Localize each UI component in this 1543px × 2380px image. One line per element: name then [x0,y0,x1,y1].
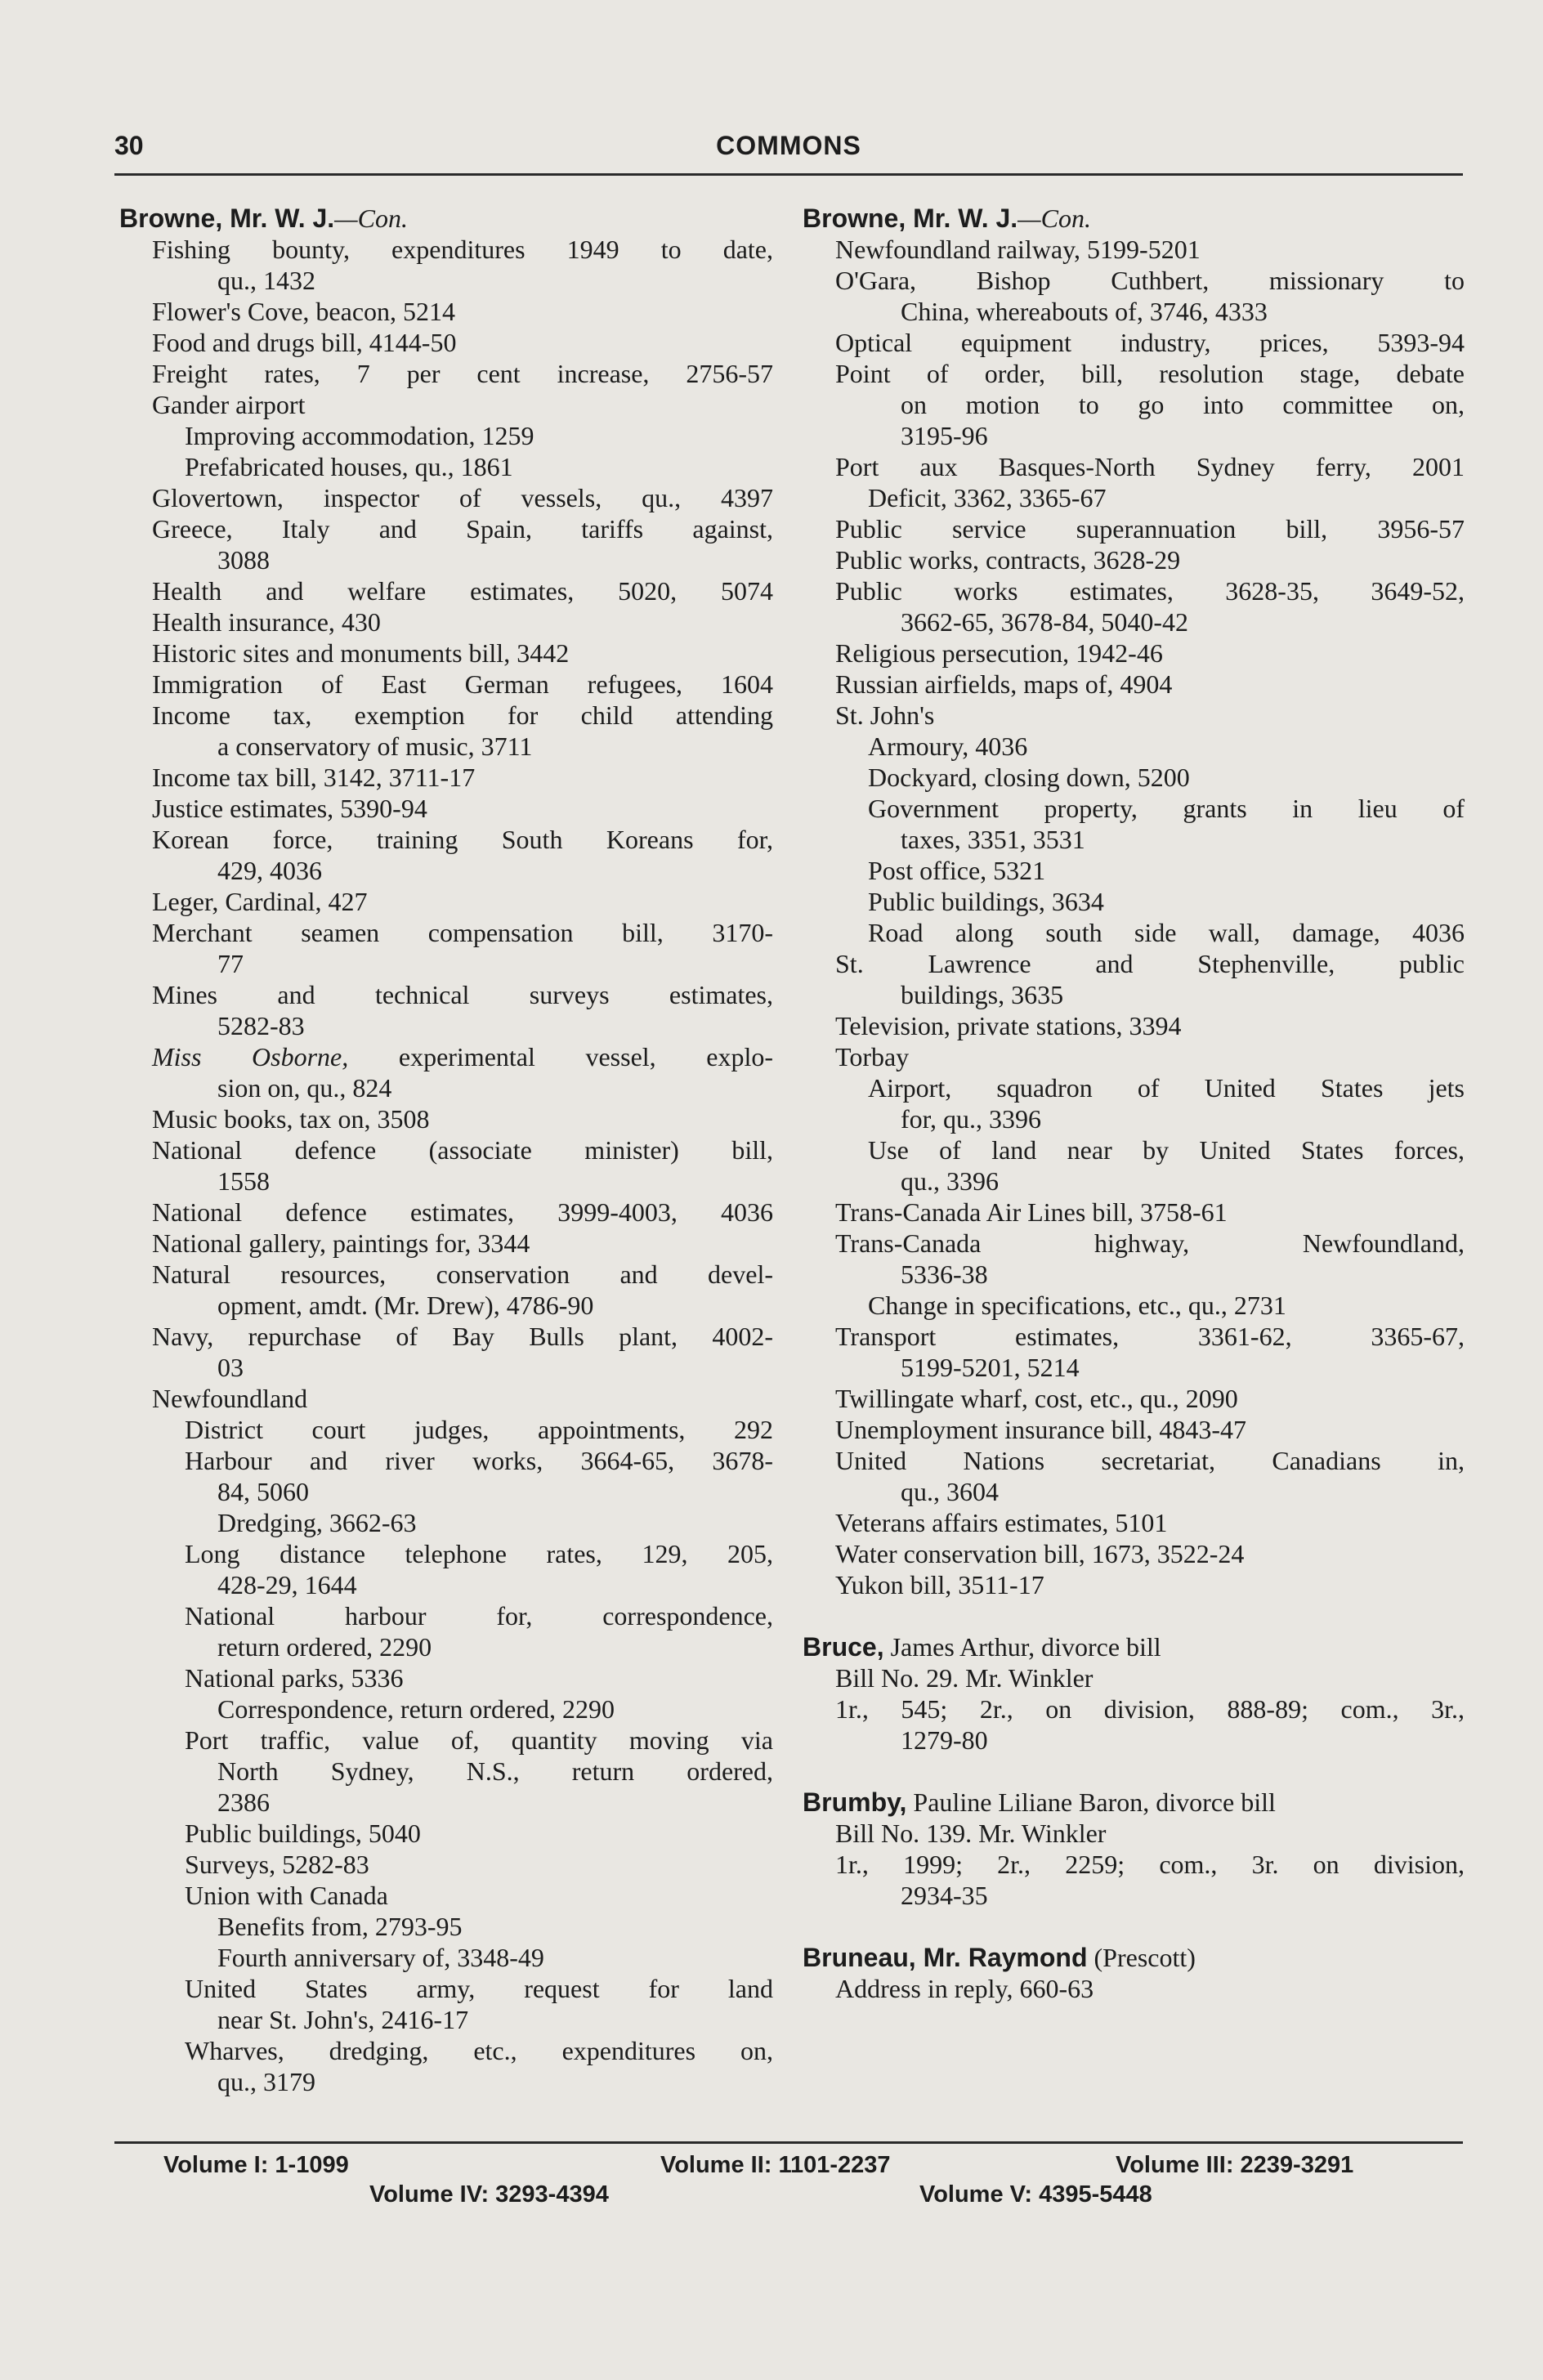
index-line: Historic sites and monuments bill, 3442 [152,638,570,668]
index-line: Deficit, 3362, 3365-67 [868,483,1107,512]
index-line: Trans-Canada Air Lines bill, 3758-61 [835,1197,1228,1227]
index-line: Public service superannuation bill, 3956-57 [835,514,1465,544]
index-line: O'Gara, Bishop Cuthbert, missionary to [835,266,1465,295]
footer-row [114,2152,1463,2181]
index-line: Surveys, 5282-83 [185,1850,369,1879]
index-line: Public works, contracts, 3628-29 [835,545,1181,575]
volume-range: Volume III: 2239-3291 [1116,2152,1354,2178]
index-line: Dockyard, closing down, 5200 [868,763,1190,792]
index-line: Unemployment insurance bill, 4843-47 [835,1415,1247,1444]
index-line: taxes, 3351, 3531 [901,825,1085,854]
index-line: 1r., 1999; 2r., 2259; com., 3r. on division, [835,1850,1465,1879]
volume-range: Volume I: 1-1099 [163,2152,349,2178]
index-line: Port aux Basques-North Sydney ferry, 2001 [835,452,1465,481]
index-line: Bill No. 29. Mr. Winkler [835,1663,1094,1693]
index-line: National gallery, paintings for, 3344 [152,1228,530,1258]
index-line: 5282-83 [217,1011,305,1040]
volume-range: Volume IV: 3293-4394 [369,2181,609,2208]
page-header [114,131,1463,176]
entry-heading: Bruneau, Mr. Raymond (Prescott) [803,1943,1196,1972]
index-line: near St. John's, 2416-17 [217,2005,469,2034]
index-line: Music books, tax on, 3508 [152,1104,430,1134]
index-line: United Nations secretariat, Canadians in, [835,1446,1465,1475]
index-line: Benefits from, 2793-95 [217,1912,463,1941]
index-line: Korean force, training South Koreans for, [152,825,773,854]
index-line: 3195-96 [901,421,988,450]
index-line: Long distance telephone rates, 129, 205, [185,1539,773,1568]
index-line: Income tax, exemption for child attending [152,700,773,730]
index-line: Leger, Cardinal, 427 [152,887,368,916]
index-line: Public works estimates, 3628-35, 3649-52, [835,576,1465,606]
index-line: Gander airport [152,390,306,419]
index-line: opment, amdt. (Mr. Drew), 4786-90 [217,1291,594,1320]
index-line: Water conservation bill, 1673, 3522-24 [835,1539,1245,1568]
index-line: Port traffic, value of, quantity moving via [185,1725,773,1755]
index-line: Freight rates, 7 per cent increase, 2756-57 [152,359,773,388]
index-line: 5199-5201, 5214 [901,1353,1080,1382]
entry-heading: Brumby, Pauline Liliane Baron, divorce bill [803,1787,1276,1817]
index-line: Flower's Cove, beacon, 5214 [152,297,456,326]
right-column [803,203,1465,2004]
index-line: Navy, repurchase of Bay Bulls plant, 4002- [152,1322,773,1351]
index-line: National harbour for, correspondence, [185,1601,773,1631]
index-line: 429, 4036 [217,856,322,885]
index-line: 1558 [217,1166,270,1196]
index-line: Dredging, 3662-63 [217,1508,417,1537]
index-line: Russian airfields, maps of, 4904 [835,669,1173,699]
index-line: Wharves, dredging, etc., expenditures on, [185,2036,773,2065]
index-line: buildings, 3635 [901,980,1064,1009]
entry-gap [803,1911,1465,1942]
index-line: 2934-35 [901,1881,988,1910]
index-line: National parks, 5336 [185,1663,404,1693]
volume-range: Volume II: 1101-2237 [660,2152,891,2178]
index-line: Veterans affairs estimates, 5101 [835,1508,1168,1537]
index-line: Armoury, 4036 [868,731,1028,761]
page-number: 30 [114,131,144,160]
index-line: Fourth anniversary of, 3348-49 [217,1943,544,1972]
index-line: qu., 1432 [217,266,315,295]
left-column [119,203,773,2097]
entry-heading: Browne, Mr. W. J.—Con. [119,204,408,233]
index-line: a conservatory of music, 3711 [217,731,533,761]
index-line: Natural resources, conservation and devel- [152,1259,773,1289]
index-line: Public buildings, 3634 [868,887,1104,916]
index-line: 428-29, 1644 [217,1570,357,1599]
index-line: Food and drugs bill, 4144-50 [152,328,457,357]
index-line: Point of order, bill, resolution stage, debate [835,359,1465,388]
index-line: Prefabricated houses, qu., 1861 [185,452,513,481]
index-line: United States army, request for land [185,1974,773,2003]
index-line: 3662-65, 3678-84, 5040-42 [901,607,1188,637]
index-line: Torbay [835,1042,910,1071]
index-line: Correspondence, return ordered, 2290 [217,1694,615,1724]
index-line: National defence (associate minister) bill, [152,1135,773,1165]
index-line: qu., 3179 [217,2067,315,2096]
index-line: Change in specifications, etc., qu., 2731 [868,1291,1286,1320]
index-line: Justice estimates, 5390-94 [152,794,427,823]
index-line: Harbour and river works, 3664-65, 3678- [185,1446,773,1475]
index-line: 5336-38 [901,1259,988,1289]
index-line: Television, private stations, 3394 [835,1011,1182,1040]
index-line: Merchant seamen compensation bill, 3170- [152,918,773,947]
index-line: 84, 5060 [217,1477,309,1506]
index-line: Transport estimates, 3361-62, 3365-67, [835,1322,1465,1351]
index-line: 03 [217,1353,244,1382]
index-line: Road along south side wall, damage, 4036 [868,918,1465,947]
index-line: Post office, 5321 [868,856,1046,885]
index-line: for, qu., 3396 [901,1104,1042,1134]
index-line: Address in reply, 660-63 [835,1974,1094,2003]
entry-heading: Browne, Mr. W. J.—Con. [803,204,1091,233]
index-line: Government property, grants in lieu of [868,794,1465,823]
index-line: sion on, qu., 824 [217,1073,392,1103]
index-line: Health insurance, 430 [152,607,381,637]
index-line: National defence estimates, 3999-4003, 4036 [152,1197,773,1227]
running-head: COMMONS [716,131,861,160]
volume-footer [114,2141,1463,2211]
index-line: China, whereabouts of, 3746, 4333 [901,297,1268,326]
index-line: qu., 3396 [901,1166,999,1196]
index-line: Fishing bounty, expenditures 1949 to date, [152,235,773,264]
index-line: Miss Osborne, experimental vessel, explo- [152,1042,774,1071]
index-line: Union with Canada [185,1881,388,1910]
index-line: Bill No. 139. Mr. Winkler [835,1819,1107,1848]
volume-range: Volume V: 4395-5448 [919,2181,1152,2208]
index-line: return ordered, 2290 [217,1632,432,1662]
entry-heading: Bruce, James Arthur, divorce bill [803,1632,1161,1662]
index-line: Use of land near by United States forces, [868,1135,1465,1165]
index-line: Health and welfare estimates, 5020, 5074 [152,576,773,606]
index-line: 2386 [217,1787,270,1817]
index-line: 3088 [217,545,270,575]
index-line: Public buildings, 5040 [185,1819,421,1848]
index-line: Immigration of East German refugees, 1604 [152,669,773,699]
index-line: Newfoundland railway, 5199-5201 [835,235,1201,264]
index-line: Trans-Canada highway, Newfoundland, [835,1228,1465,1258]
index-line: qu., 3604 [901,1477,999,1506]
index-line: Glovertown, inspector of vessels, qu., 4397 [152,483,773,512]
entry-gap [803,1600,1465,1631]
index-line: Yukon bill, 3511-17 [835,1570,1044,1599]
index-line: Twillingate wharf, cost, etc., qu., 2090 [835,1384,1238,1413]
index-line: 1279-80 [901,1725,988,1755]
index-line: St. Lawrence and Stephenville, public [835,949,1465,978]
index-line: Optical equipment industry, prices, 5393-94 [835,328,1465,357]
index-line: Newfoundland [152,1384,308,1413]
entry-gap [803,1756,1465,1787]
index-line: Income tax bill, 3142, 3711-17 [152,763,476,792]
index-line: Mines and technical surveys estimates, [152,980,773,1009]
index-line: Improving accommodation, 1259 [185,421,534,450]
index-line: on motion to go into committee on, [901,390,1465,419]
index-line: 77 [217,949,244,978]
index-line: Airport, squadron of United States jets [868,1073,1465,1103]
index-line: St. John's [835,700,935,730]
index-line: District court judges, appointments, 292 [185,1415,773,1444]
index-line: North Sydney, N.S., return ordered, [217,1756,773,1786]
index-line: 1r., 545; 2r., on division, 888-89; com., 3r., [835,1694,1465,1724]
index-line: Religious persecution, 1942-46 [835,638,1163,668]
index-line: Greece, Italy and Spain, tariffs against, [152,514,773,544]
footer-row [114,2181,1463,2211]
